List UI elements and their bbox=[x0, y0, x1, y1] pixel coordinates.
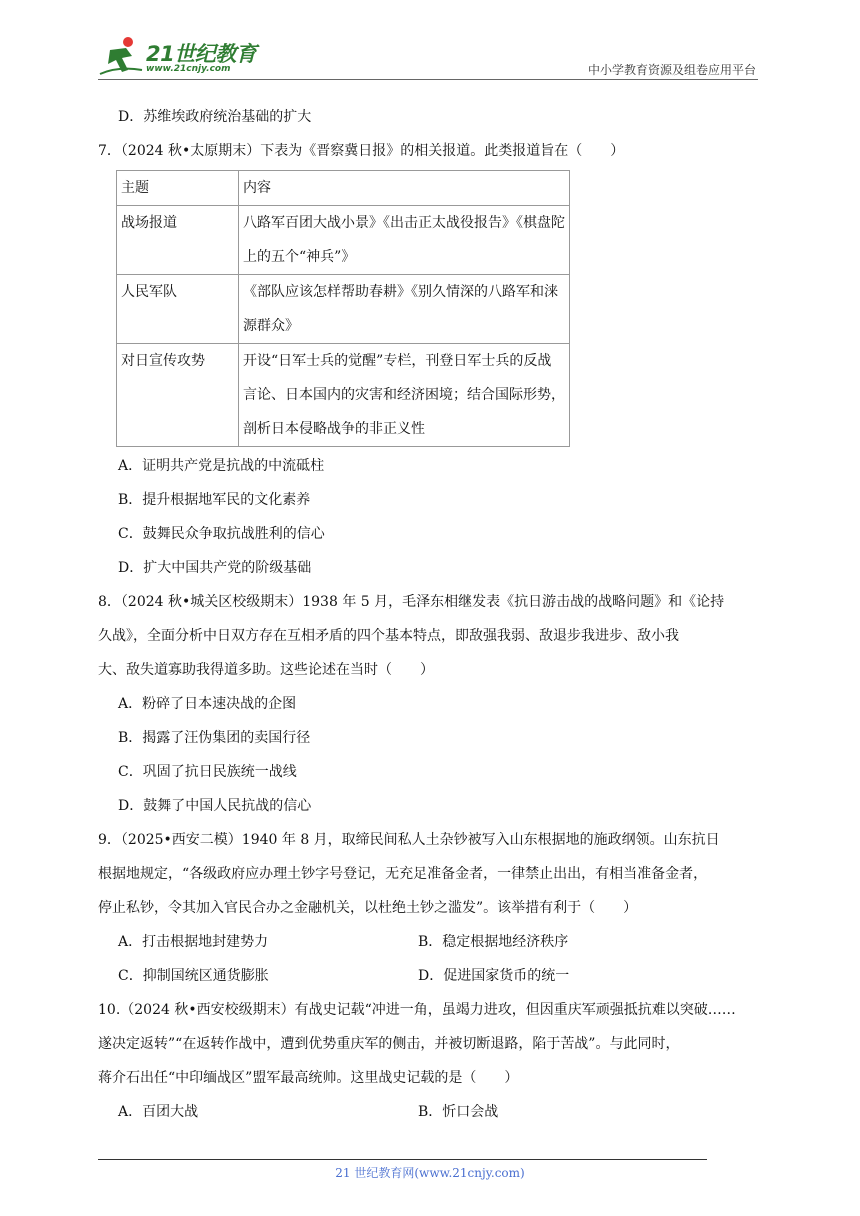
q10-options-row-1 bbox=[98, 1095, 763, 1129]
q8-stem-line-3: 大、敌失道寡助我得道多助。这些论述在当时（ ） bbox=[98, 662, 434, 678]
table-cell-content: 《部队应该怎样帮助春耕》《别久情深的八路军和涞源群众》 bbox=[239, 275, 570, 344]
header-divider bbox=[98, 79, 758, 80]
q9-options-row-1 bbox=[98, 925, 763, 959]
question-content bbox=[98, 100, 763, 1129]
q7-option-a: A．证明共产党是抗战的中流砥柱 bbox=[118, 458, 325, 474]
q9-option-c: C．抑制国统区通货膨胀 bbox=[118, 968, 269, 984]
q7-table bbox=[116, 170, 570, 447]
table-cell-content: 开设“日军士兵的觉醒”专栏，刊登日军士兵的反战言论、日本国内的灾害和经济困境；结合国际形势，剖析日本侵略战争的非正义性 bbox=[239, 344, 570, 447]
q7-option-b: B．提升根据地军民的文化素养 bbox=[118, 492, 311, 508]
q10-option-a: A．百团大战 bbox=[118, 1104, 199, 1120]
table-header-content: 内容 bbox=[239, 171, 570, 206]
q10-stem-line-2: 遂决定返转”“在返转作战中，遭到优势重庆军的侧击，并被切断退路，陷于苦战”。与此同时， bbox=[98, 1036, 680, 1052]
logo-text: 21世纪教育 bbox=[146, 42, 257, 66]
table-header-theme: 主题 bbox=[117, 171, 239, 206]
q7-stem: 7．（2024 秋•太原期末）下表为《晋察冀日报》的相关报道。此类报道旨在（ ） bbox=[98, 143, 625, 159]
platform-title: 中小学教育资源及组卷应用平台 bbox=[587, 63, 756, 77]
q8-option-d: D．鼓舞了中国人民抗战的信心 bbox=[118, 798, 312, 814]
table-row bbox=[117, 344, 570, 447]
table-row bbox=[117, 206, 570, 275]
q9-option-b: B．稳定根据地经济秩序 bbox=[418, 934, 569, 950]
q9-options-row-2 bbox=[98, 959, 763, 993]
q8-option-a: A．粉碎了日本速决战的企图 bbox=[118, 696, 297, 712]
q9-stem-line-2: 根据地规定，“各级政府应办理土钞字号登记，无充足准备金者，一律禁止出出，有相当准备金者， bbox=[98, 866, 708, 882]
q9-option-a: A．打击根据地封建势力 bbox=[118, 934, 269, 950]
table-cell-theme: 对日宣传攻势 bbox=[117, 344, 239, 447]
runner-logo-icon bbox=[98, 36, 144, 76]
page-header bbox=[98, 34, 758, 80]
table-header-row bbox=[117, 171, 570, 206]
q9-stem-line-1: 9．（2025•西安二模）1940 年 8 月，取缔民间私人土杂钞被写入山东根据地的施政纲领。山东抗日 bbox=[98, 832, 720, 848]
table-cell-content: 八路军百团大战小景》《出击正太战役报告》《棋盘陀上的五个“神兵”》 bbox=[239, 206, 570, 275]
q8-option-b: B．揭露了汪伪集团的卖国行径 bbox=[118, 730, 311, 746]
table-row bbox=[117, 275, 570, 344]
q6-option-d: D．苏维埃政府统治基础的扩大 bbox=[118, 109, 312, 125]
logo bbox=[98, 34, 268, 78]
logo-url: www.21cnjy.com bbox=[146, 64, 231, 74]
footer-divider bbox=[98, 1159, 707, 1160]
q8-stem-line-2: 久战》，全面分析中日双方存在互相矛盾的四个基本特点，即敌强我弱、敌退步我进步、敌小我 bbox=[98, 628, 679, 644]
q9-stem-line-3: 停止私钞，令其加入官民合办之金融机关，以杜绝土钞之滥发”。该举措有利于（ ） bbox=[98, 900, 638, 916]
q7-option-c: C．鼓舞民众争取抗战胜利的信心 bbox=[118, 526, 325, 542]
q10-stem-line-1: 10.（2024 秋•西安校级期末）有战史记载“冲进一角，虽竭力进攻，但因重庆军顽强抵抗难以突破…… bbox=[98, 1002, 736, 1018]
q10-option-b: B．忻口会战 bbox=[418, 1104, 499, 1120]
q10-stem-line-3: 蒋介石出任“中印缅战区”盟军最高统帅。这里战史记载的是（ ） bbox=[98, 1070, 519, 1086]
q9-option-d: D．促进国家货币的统一 bbox=[418, 968, 570, 984]
q8-option-c: C．巩固了抗日民族统一战线 bbox=[118, 764, 297, 780]
page-footer: 21 世纪教育网(www.21cnjy.com) bbox=[335, 1166, 525, 1180]
table-cell-theme: 战场报道 bbox=[117, 206, 239, 275]
table-cell-theme: 人民军队 bbox=[117, 275, 239, 344]
q7-option-d: D．扩大中国共产党的阶级基础 bbox=[118, 560, 312, 576]
q8-stem-line-1: 8．（2024 秋•城关区校级期末）1938 年 5 月，毛泽东相继发表《抗日游击战的战略问题》和《论持 bbox=[98, 594, 725, 610]
